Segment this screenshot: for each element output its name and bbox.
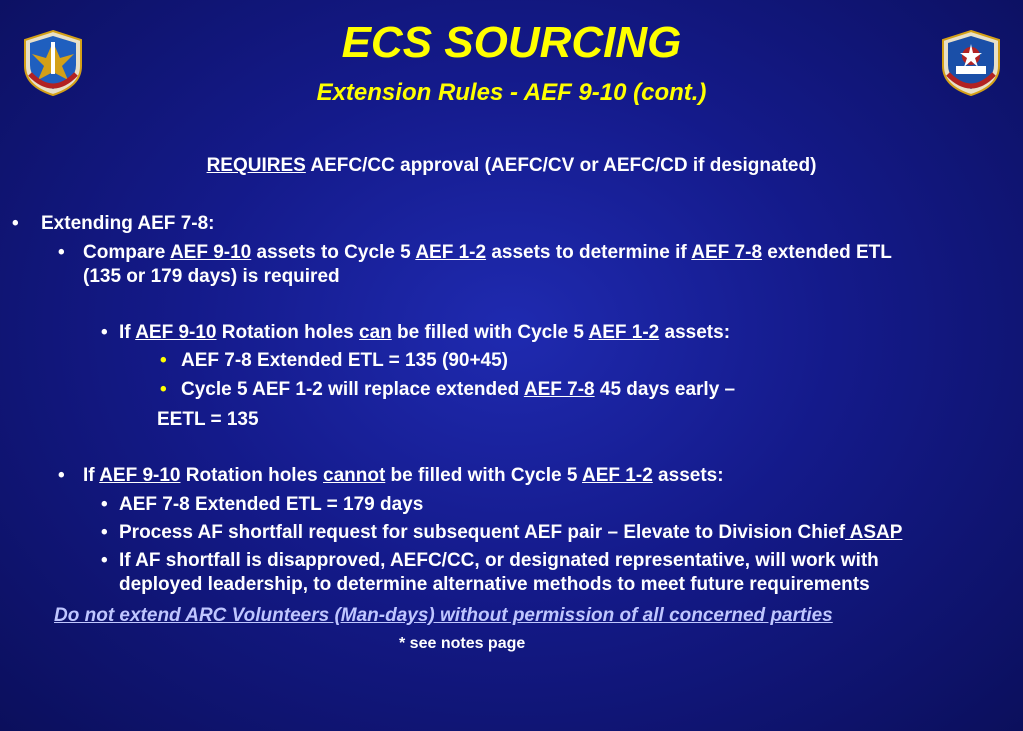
bullet-marker: •: [101, 550, 108, 571]
cannot-sub3-text-line2: deployed leadership, to determine alternative methods to meet future requirements: [119, 574, 870, 595]
compare-text-line2: (135 or 179 days) is required: [83, 266, 340, 287]
bullet-marker: •: [58, 242, 65, 263]
cannot-sub2-text: Process AF shortfall request for subsequent AEF pair – Elevate to Division Chief ASAP: [119, 522, 903, 543]
yellow-bullet-marker: •: [160, 379, 167, 400]
bullet-if-can: [101, 321, 108, 345]
slide-title: ECS SOURCING: [341, 18, 682, 67]
compare-text: Compare AEF 9-10 assets to Cycle 5 AEF 1-2 assets to determine if AEF 7-8 extended ETL: [83, 242, 892, 263]
eetl-text: EETL = 135: [157, 409, 259, 430]
bullet-marker: •: [12, 213, 19, 234]
bullet-if-cannot: [58, 464, 65, 488]
bullet-compare: [58, 241, 65, 265]
yellow-bullet-marker: •: [160, 350, 167, 371]
can-sub1-text: AEF 7-8 Extended ETL = 135 (90+45): [181, 350, 509, 371]
if-cannot-text: If AEF 9-10 Rotation holes cannot be filled with Cycle 5 AEF 1-2 assets:: [83, 465, 724, 486]
requires-keyword: REQUIRES: [206, 155, 306, 176]
requires-line: [0, 154, 1023, 178]
bullet-marker: •: [101, 322, 108, 343]
bullet-marker: •: [101, 522, 108, 543]
extending-label: Extending AEF 7-8:: [41, 213, 215, 234]
cannot-sub1-text: AEF 7-8 Extended ETL = 179 days: [119, 494, 424, 515]
cannot-sub3-text-line1: If AF shortfall is disapproved, AEFC/CC, or designated representative, will work with: [119, 550, 879, 571]
bullet-marker: •: [101, 494, 108, 515]
if-can-text: If AEF 9-10 Rotation holes can be filled with Cycle 5 AEF 1-2 assets:: [119, 322, 731, 343]
arc-volunteers-warning-link[interactable]: Do not extend ARC Volunteers (Man-days) without permission of all concerned parties: [54, 605, 833, 626]
requires-text: AEFC/CC approval (AEFC/CV or AEFC/CD if designated): [305, 155, 817, 176]
can-sub2-text: Cycle 5 AEF 1-2 will replace extended AEF 7-8 45 days early –: [181, 379, 736, 400]
bullet-marker: •: [58, 465, 65, 486]
bullet-extending: [12, 212, 215, 236]
slide-subtitle: Extension Rules - AEF 9-10 (cont.): [316, 79, 707, 106]
see-notes-page: * see notes page: [399, 635, 526, 652]
